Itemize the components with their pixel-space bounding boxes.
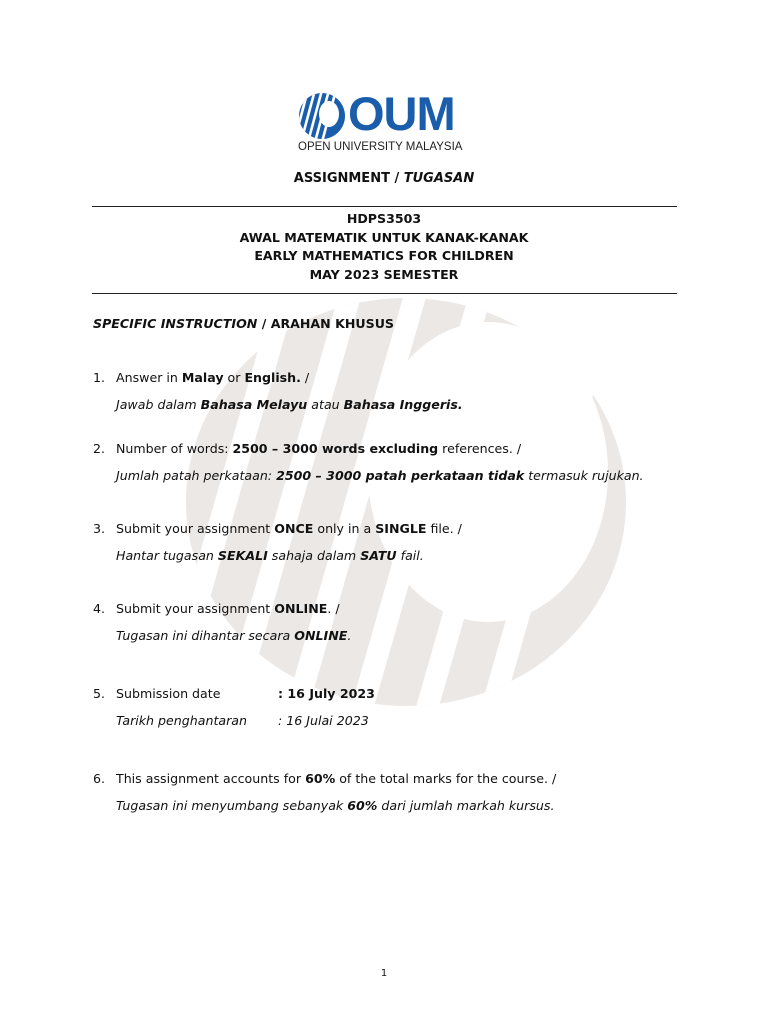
item-number: 6. — [93, 771, 106, 786]
title-en: ASSIGNMENT — [293, 171, 390, 186]
instruction-heading-sep: / — [257, 316, 271, 331]
instruction-heading-ms: ARAHAN KHUSUS — [270, 316, 394, 331]
oum-logo — [298, 87, 473, 156]
course-title-ms: AWAL MATEMATIK UNTUK KANAK-KANAK — [239, 229, 529, 245]
title-ms: TUGASAN — [403, 171, 475, 186]
instruction-heading — [93, 316, 394, 331]
item-text-ms: Jumlah patah perkataan: 2500 – 3000 patah perkataan tidak termasuk rujukan. — [116, 468, 644, 483]
title-separator: / — [389, 171, 404, 186]
submission-date-value-en: : 16 July 2023 — [278, 686, 375, 701]
submission-date-label-en: Submission date — [116, 686, 221, 701]
page-number: 1 — [380, 968, 388, 979]
submission-date-label-ms: Tarikh penghantaran — [116, 713, 247, 728]
document-title — [0, 171, 768, 186]
item-text-en: Number of words: 2500 – 3000 words excluding references. / — [116, 441, 522, 456]
item-number: 3. — [93, 521, 106, 536]
item-text-ms: Tugasan ini menyumbang sebanyak 60% dari jumlah markah kursus. — [116, 798, 555, 813]
logo-wordmark: OUM — [348, 87, 455, 140]
item-text-en: This assignment accounts for 60% of the total marks for the course. / — [116, 771, 557, 786]
top-divider — [92, 206, 677, 207]
item-number: 2. — [93, 441, 106, 456]
submission-date-value-ms: : 16 Julai 2023 — [278, 713, 369, 728]
item-text-en: Submit your assignment ONLINE. / — [116, 601, 340, 616]
course-header — [0, 210, 768, 284]
item-text-en: Answer in Malay or English. / — [116, 370, 310, 385]
oum-watermark-emblem — [176, 292, 632, 712]
bottom-divider — [92, 293, 677, 294]
item-text-ms: Hantar tugasan SEKALI sahaja dalam SATU fail. — [116, 548, 424, 563]
item-number: 5. — [93, 686, 106, 701]
course-code: HDPS3503 — [346, 211, 422, 226]
item-text-ms: Jawab dalam Bahasa Melayu atau Bahasa Inggeris. — [116, 397, 463, 412]
item-number: 4. — [93, 601, 106, 616]
course-title-en: EARLY MATHEMATICS FOR CHILDREN — [254, 248, 514, 263]
instruction-heading-en: SPECIFIC INSTRUCTION — [93, 316, 258, 331]
oum-emblem-icon — [298, 92, 346, 140]
course-semester: MAY 2023 SEMESTER — [309, 266, 459, 282]
item-text-en: Submit your assignment ONCE only in a SINGLE file. / — [116, 521, 462, 536]
logo-subtitle: OPEN UNIVERSITY MALAYSIA — [298, 141, 463, 153]
item-number: 1. — [93, 370, 106, 385]
item-text-ms: Tugasan ini dihantar secara ONLINE. — [116, 628, 352, 643]
